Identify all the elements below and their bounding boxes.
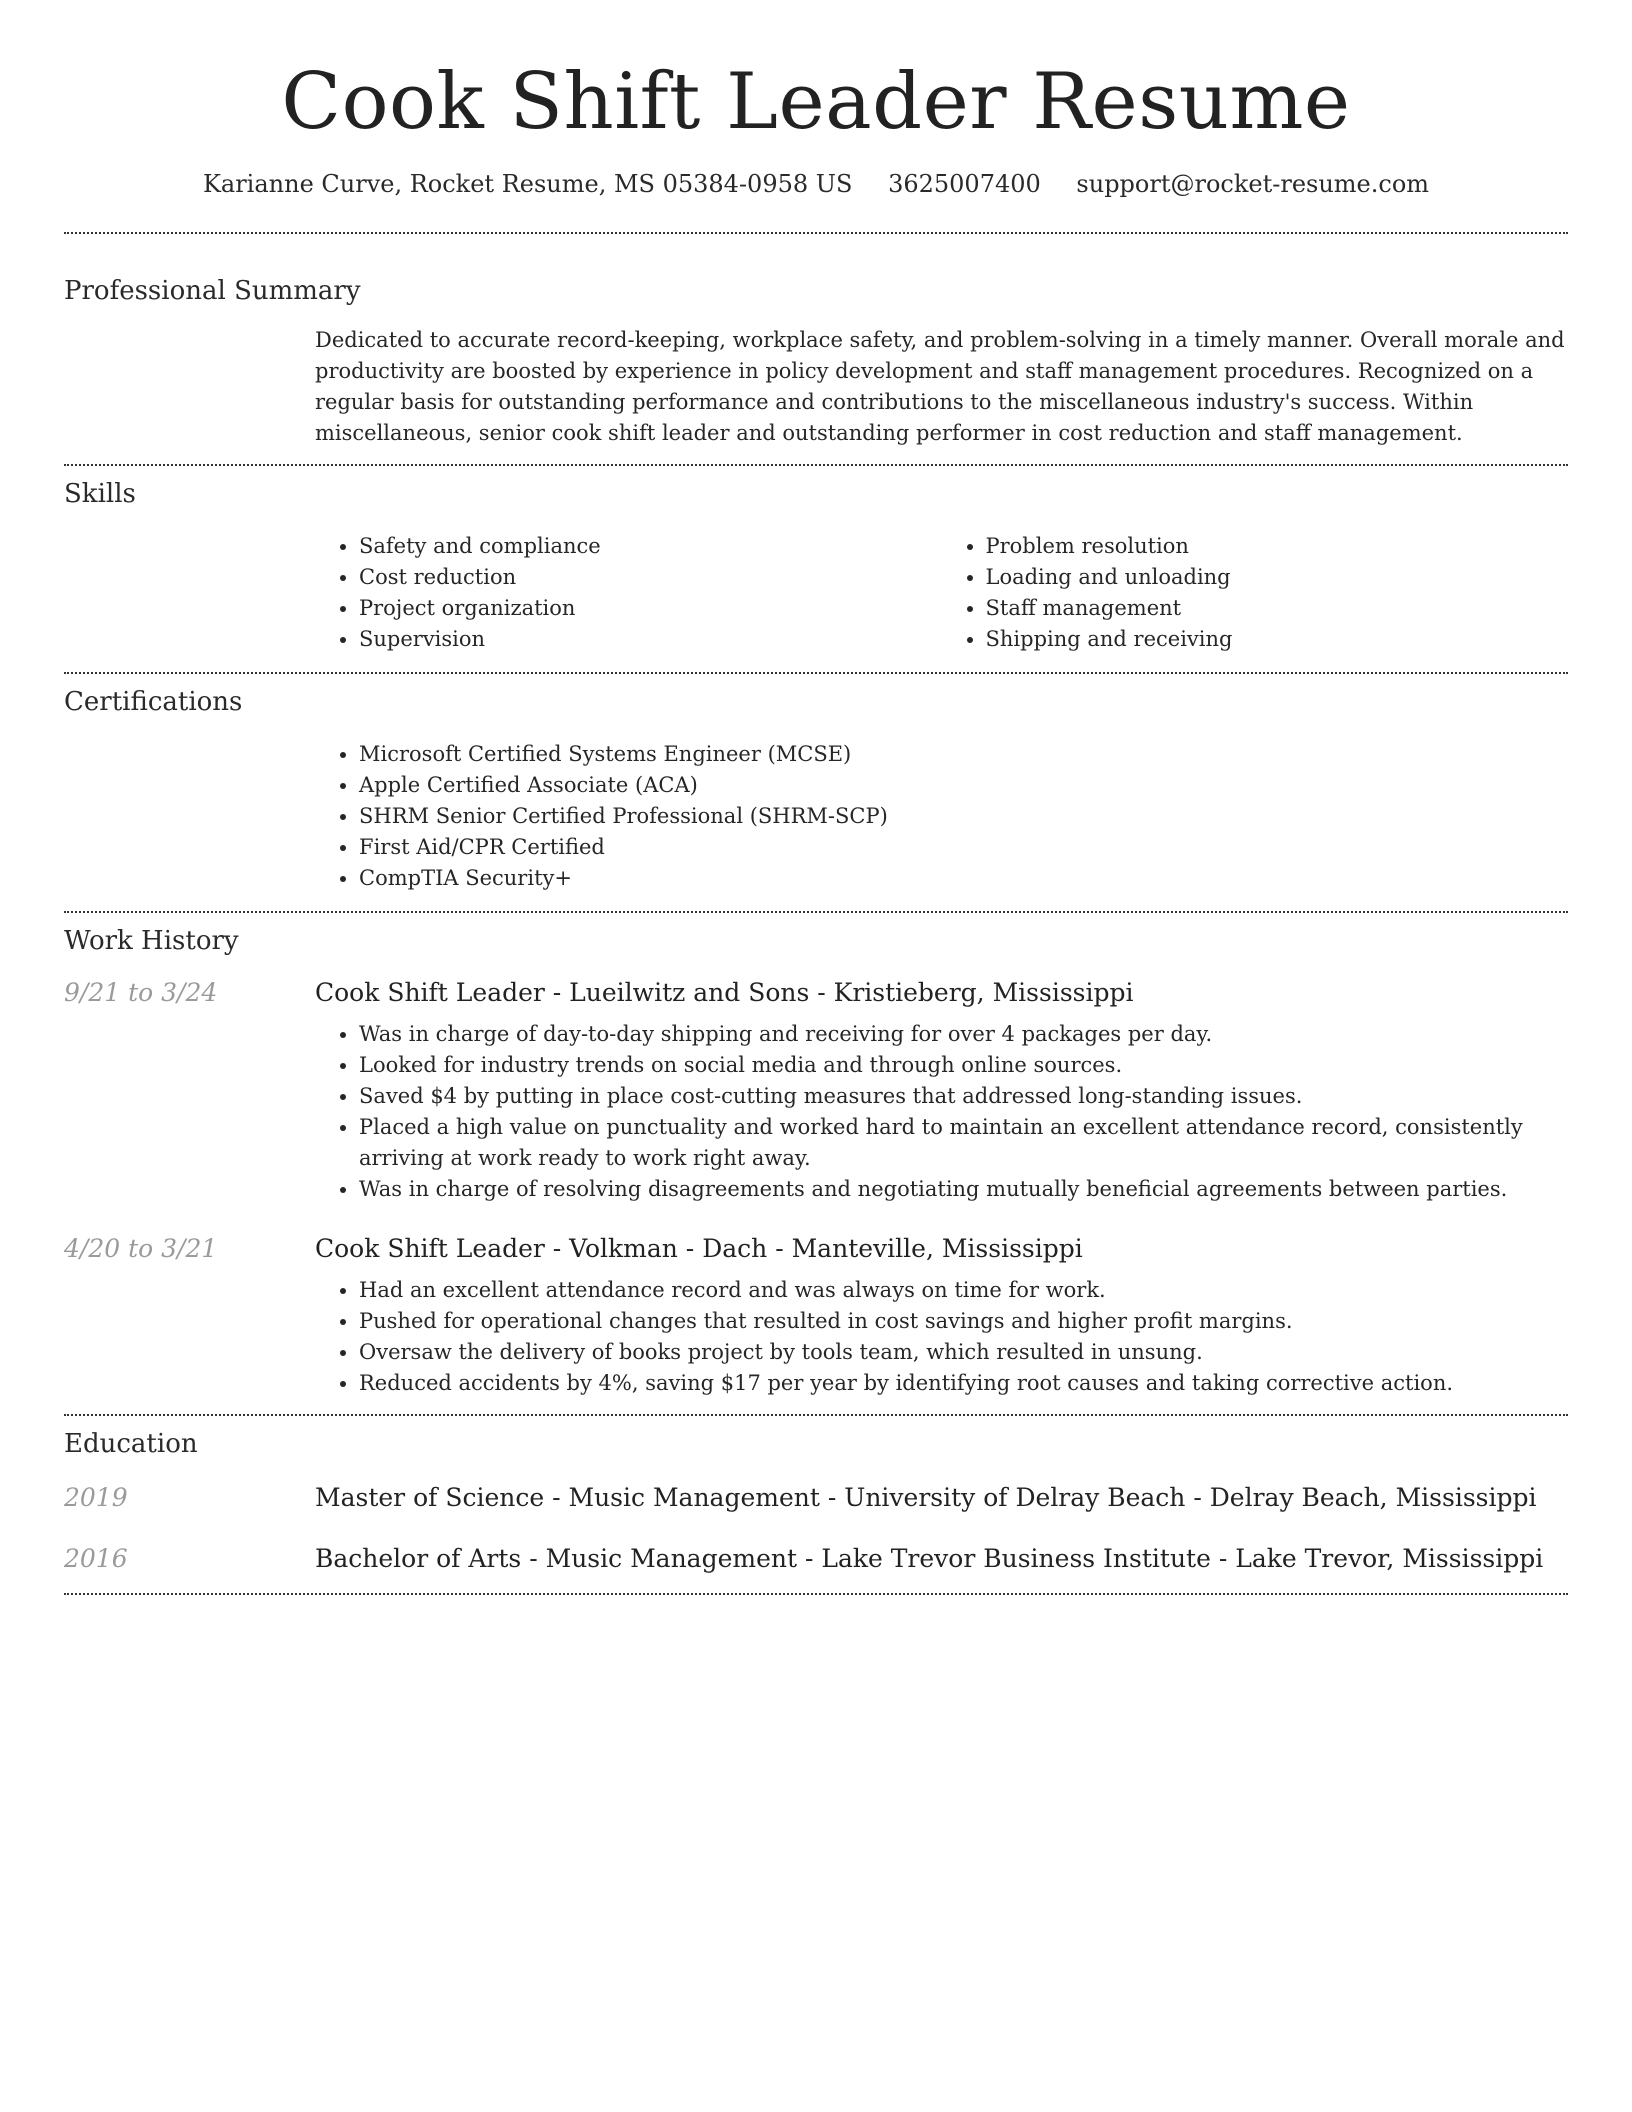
summary-section xyxy=(64,274,1568,449)
contact-email: support@rocket-resume.com xyxy=(1076,170,1430,198)
certification-item: • CompTIA Security+ xyxy=(359,863,1568,894)
certifications-body xyxy=(315,739,1568,894)
education-entry xyxy=(64,1544,1568,1573)
job-bullet: • Was in charge of resolving disagreements and negotiating mutually beneficial agreements between parties. xyxy=(359,1174,1568,1205)
divider xyxy=(64,1414,1568,1416)
education-section xyxy=(64,1427,1568,1573)
certification-item: • First Aid/CPR Certified xyxy=(359,832,1568,863)
resume-page xyxy=(64,0,1568,1595)
job-bullet: • Pushed for operational changes that resulted in cost savings and higher profit margins. xyxy=(359,1306,1568,1337)
skill-item: • Safety and compliance xyxy=(359,531,942,562)
skills-heading: Skills xyxy=(64,479,136,509)
divider xyxy=(64,232,1568,234)
education-heading: Education xyxy=(64,1429,198,1459)
resume-title: Cook Shift Leader Resume xyxy=(281,57,1351,147)
education-degree: Bachelor of Arts - Music Management - Lake Trevor Business Institute - Lake Trevor, Mississippi xyxy=(315,1544,1544,1573)
certifications-heading: Certifications xyxy=(64,687,243,717)
job-entry xyxy=(64,978,1568,1205)
skills-section xyxy=(64,477,1568,655)
certification-item: • Microsoft Certified Systems Engineer (MCSE) xyxy=(359,739,1568,770)
job-dates: 9/21 to 3/24 xyxy=(64,978,218,1007)
job-bullet: • Oversaw the delivery of books project by tools team, which resulted in unsung. xyxy=(359,1337,1568,1368)
certification-item: • Apple Certified Associate (ACA) xyxy=(359,770,1568,801)
job-bullets xyxy=(315,1275,1568,1399)
certification-item: • SHRM Senior Certified Professional (SHRM-SCP) xyxy=(359,801,1568,832)
divider xyxy=(64,911,1568,913)
skill-item: • Shipping and receiving xyxy=(986,624,1569,655)
job-bullet: • Placed a high value on punctuality and worked hard to maintain an excellent attendance record, consistently arriving at work ready to work right away. xyxy=(359,1112,1568,1174)
job-title: Cook Shift Leader - Volkman - Dach - Manteville, Mississippi xyxy=(315,1234,1083,1263)
divider xyxy=(64,1593,1568,1595)
skill-item: • Loading and unloading xyxy=(986,562,1569,593)
job-details xyxy=(315,1019,1568,1205)
job-dates: 4/20 to 3/21 xyxy=(64,1234,218,1263)
education-entry xyxy=(64,1483,1568,1512)
skills-list-left xyxy=(315,531,942,655)
work-history-section xyxy=(64,924,1568,1399)
summary-text: Dedicated to accurate record-keeping, workplace safety, and problem-solving in a timely manner. Overall morale and productivity are boosted by experience in policy development and staff management procedures. Recognized on a regular basis for outstanding performance and contributions to the miscellaneous industry's success. Within miscellaneous, senior cook shift leader and outstanding performer in cost reduction and staff management. xyxy=(315,328,1565,445)
job-bullet: • Looked for industry trends on social media and through online sources. xyxy=(359,1050,1568,1081)
certifications-section xyxy=(64,685,1568,894)
job-header xyxy=(64,1234,1568,1263)
education-year: 2019 xyxy=(64,1483,128,1512)
job-entry xyxy=(64,1234,1568,1399)
contact-line xyxy=(64,168,1568,200)
contact-address: Karianne Curve, Rocket Resume, MS 05384-0958 US xyxy=(202,170,853,198)
divider xyxy=(64,464,1568,466)
job-bullet: • Saved $4 by putting in place cost-cutting measures that addressed long-standing issues. xyxy=(359,1081,1568,1112)
summary-heading: Professional Summary xyxy=(64,276,361,306)
job-bullet: • Was in charge of day-to-day shipping and receiving for over 4 packages per day. xyxy=(359,1019,1568,1050)
certifications-list xyxy=(315,739,1568,894)
contact-phone: 3625007400 xyxy=(888,170,1041,198)
skill-item: • Staff management xyxy=(986,593,1569,624)
education-degree: Master of Science - Music Management - University of Delray Beach - Delray Beach, Mississippi xyxy=(315,1483,1537,1512)
job-bullet: • Reduced accidents by 4%, saving $17 per year by identifying root causes and taking corrective action. xyxy=(359,1368,1568,1399)
job-details xyxy=(315,1275,1568,1399)
job-header xyxy=(64,978,1568,1007)
skills-grid xyxy=(315,531,1568,655)
education-year: 2016 xyxy=(64,1544,128,1573)
skill-item: • Cost reduction xyxy=(359,562,942,593)
job-bullets xyxy=(315,1019,1568,1205)
skill-item: • Problem resolution xyxy=(986,531,1569,562)
skills-list-right xyxy=(942,531,1569,655)
divider xyxy=(64,672,1568,674)
skill-item: • Project organization xyxy=(359,593,942,624)
skill-item: • Supervision xyxy=(359,624,942,655)
work-history-heading: Work History xyxy=(64,926,239,956)
job-bullet: • Had an excellent attendance record and was always on time for work. xyxy=(359,1275,1568,1306)
job-title: Cook Shift Leader - Lueilwitz and Sons - Kristieberg, Mississippi xyxy=(315,978,1134,1007)
